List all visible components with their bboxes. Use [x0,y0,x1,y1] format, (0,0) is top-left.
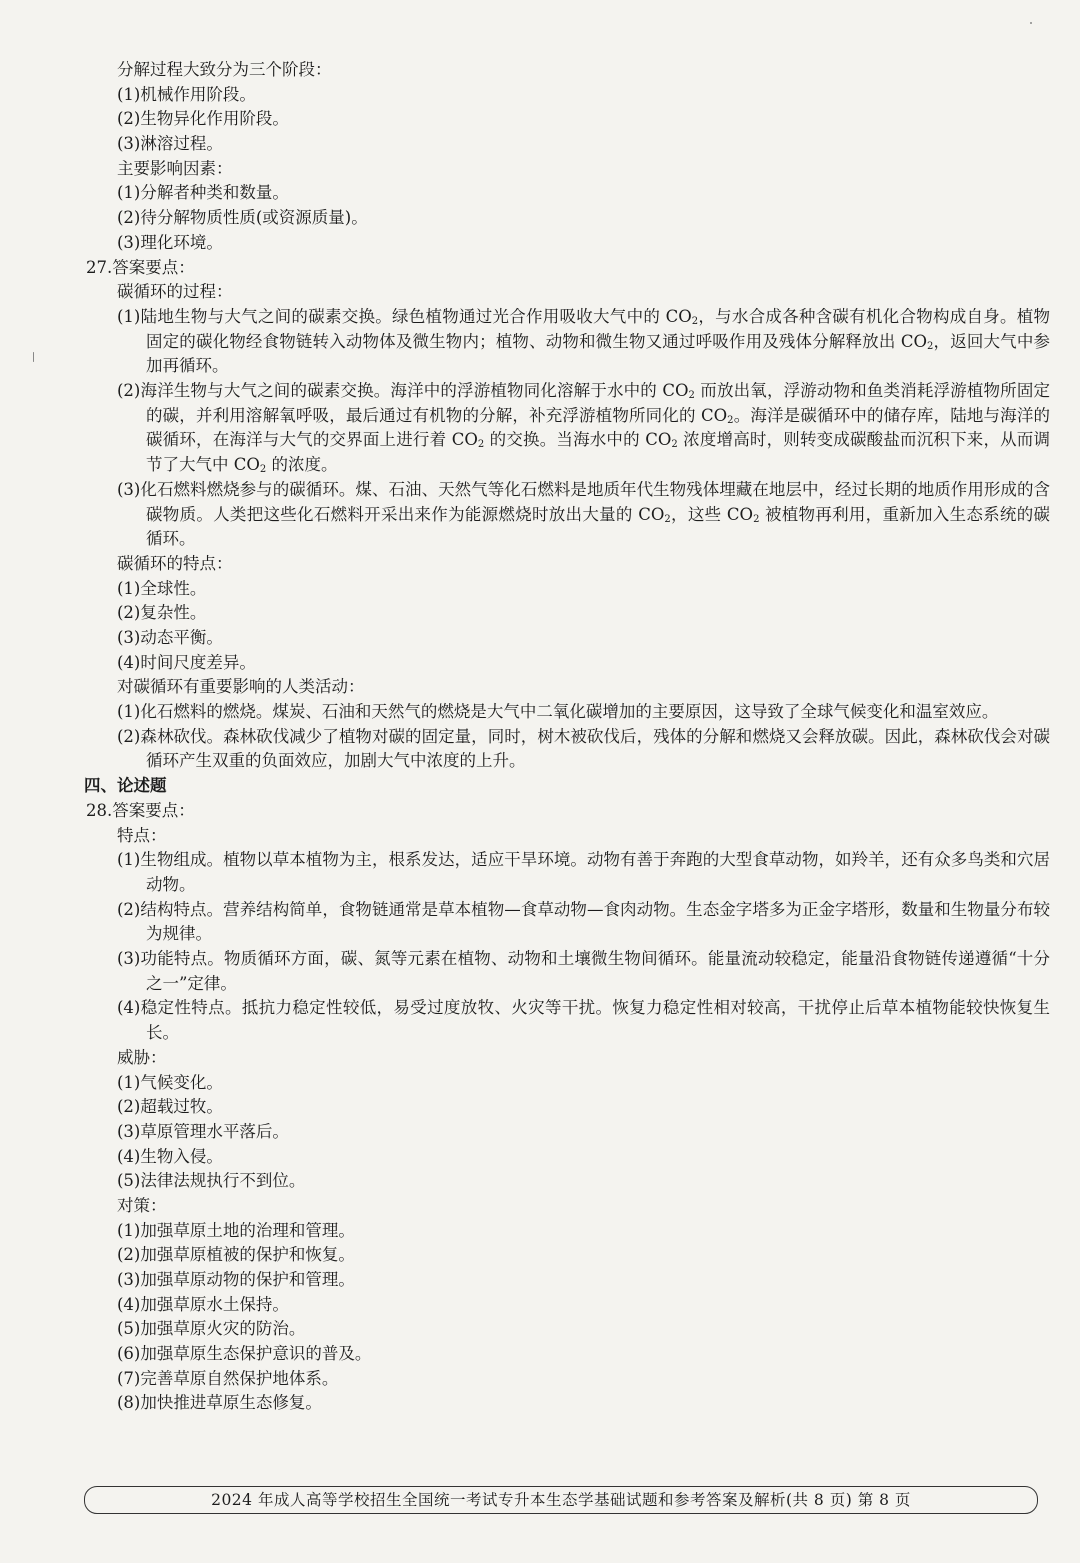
measure-7: (7)完善草原自然保护地体系。 [117,1368,339,1388]
measure-5: (5)加强草原火灾的防治。 [117,1319,306,1339]
document-body [84,58,1050,1416]
human-activity-2: (2)森林砍伐。森林砍伐减少了植物对碳的固定量，同时，树木被砍伐后，残体的分解和燃烧又会释放碳。因此，森林砍伐会对碳循环产生双重的负面效应，加剧大气中浓度的上升。 [117,726,1050,771]
decomp-factor-2: (2)待分解物质性质(或资源质量)。 [117,208,368,228]
measure-3: (3)加强草原动物的保护和管理。 [117,1270,355,1290]
carbon-feature-4: (4)时间尺度差异。 [117,652,256,672]
scan-speck [1030,22,1032,24]
carbon-process-heading: 碳循环的过程： [117,282,233,302]
carbon-feature-3: (3)动态平衡。 [117,627,223,647]
threat-5: (5)法律法规执行不到位。 [117,1171,306,1191]
measure-2: (2)加强草原植被的保护和恢复。 [117,1245,355,1265]
scan-speck [33,352,34,362]
decomp-stage-2: (2)生物异化作用阶段。 [117,109,289,129]
decomp-factor-3: (3)理化环境。 [117,232,223,252]
human-activity-heading: 对碳循环有重要影响的人类活动： [117,677,365,697]
measure-6: (6)加强草原生态保护意识的普及。 [117,1344,372,1364]
grassland-feature-4: (4)稳定性特点。抵抗力稳定性较低，易受过度放牧、火灾等干扰。恢复力稳定性相对较高，干扰停止后草本植物能较快恢复生长。 [117,998,1050,1043]
measure-8: (8)加快推进草原生态修复。 [117,1393,322,1413]
threat-4: (4)生物入侵。 [117,1146,223,1166]
threat-2: (2)超载过牧。 [117,1097,223,1117]
human-activity-1: (1)化石燃料的燃烧。煤炭、石油和天然气的燃烧是大气中二氧化碳增加的主要原因，这导致了全球气候变化和温室效应。 [117,702,999,722]
carbon-process-3: (3)化石燃料燃烧参与的碳循环。煤、石油、天然气等化石燃料是地质年代生物残体埋藏在地层中，经过长期的地质作用形成的含碳物质。人类把这些化石燃料开采出来作为能源燃烧时放出大量的 $CO_2$，这些 $CO_2$ 被植物再利用，重新加入生态系统的碳循环。 [117,479,1050,549]
grassland-feature-1: (1)生物组成。植物以草本植物为主，根系发达，适应干旱环境。动物有善于奔跑的大型食草动物，如羚羊，还有众多鸟类和穴居动物。 [117,850,1050,894]
decomp-stage-3: (3)淋溶过程。 [117,134,223,154]
measure-4: (4)加强草原水土保持。 [117,1294,289,1314]
decomp-stages-heading: 分解过程大致分为三个阶段： [117,60,332,79]
carbon-process-2: (2)海洋生物与大气之间的碳素交换。海洋中的浮游植物同化溶解于水中的 $CO_2$ 而放出氧，浮游动物和鱼类消耗浮游植物所固定的碳，并利用溶解氧呼吸，最后通过有机物的分解，补充浮游植物所同化的 $CO_2$。海洋是碳循环中的储存库，陆地与海洋的碳循环，在海洋与大气的交界面上进行着 $CO_2$ 的交换。当海水中的 $CO_2$ 浓度增高时，则转变成碳酸盐而沉积下来，从而调节了大气中 $CO_2$ 的浓度。 [117,380,1050,476]
q27-label: 27.答案要点： [86,257,195,277]
grassland-features-heading: 特点： [117,825,167,845]
decomp-stage-1: (1)机械作用阶段。 [117,84,256,104]
threats-heading: 威胁： [117,1047,167,1067]
section-four-heading: 四、论述题 [84,776,167,796]
decomp-factor-1: (1)分解者种类和数量。 [117,183,289,203]
carbon-feature-2: (2)复杂性。 [117,603,207,623]
grassland-feature-3: (3)功能特点。物质循环方面，碳、氮等元素在植物、动物和土壤微生物间循环。能量流动较稳定，能量沿食物链传递遵循“十分之一”定律。 [117,949,1050,993]
measures-heading: 对策： [117,1195,167,1215]
q28-label: 28.答案要点： [86,800,195,820]
carbon-features-heading: 碳循环的特点： [117,553,233,573]
carbon-feature-1: (1)全球性。 [117,578,207,598]
carbon-process-1: (1)陆地生物与大气之间的碳素交换。绿色植物通过光合作用吸收大气中的 $CO_2$，与水合成各种含碳有机化合物构成自身。植物固定的碳化物经食物链转入动物体及微生物内；植物、动物和微生物又通过呼吸作用及残体分解释放出 $CO_2$，返回大气中参加再循环。 [117,306,1050,376]
threat-1: (1)气候变化。 [117,1072,223,1092]
decomp-factors-heading: 主要影响因素： [117,158,233,178]
page-footer: 2024 年成人高等学校招生全国统一考试专升本生态学基础试题和参考答案及解析(共 8 页) 第 8 页 [84,1486,1038,1514]
measure-1: (1)加强草原土地的治理和管理。 [117,1220,355,1240]
grassland-feature-2: (2)结构特点。营养结构简单，食物链通常是草本植物—食草动物—食肉动物。生态金字塔多为正金字塔形，数量和生物量分布较为规律。 [117,899,1050,944]
threat-3: (3)草原管理水平落后。 [117,1121,289,1141]
